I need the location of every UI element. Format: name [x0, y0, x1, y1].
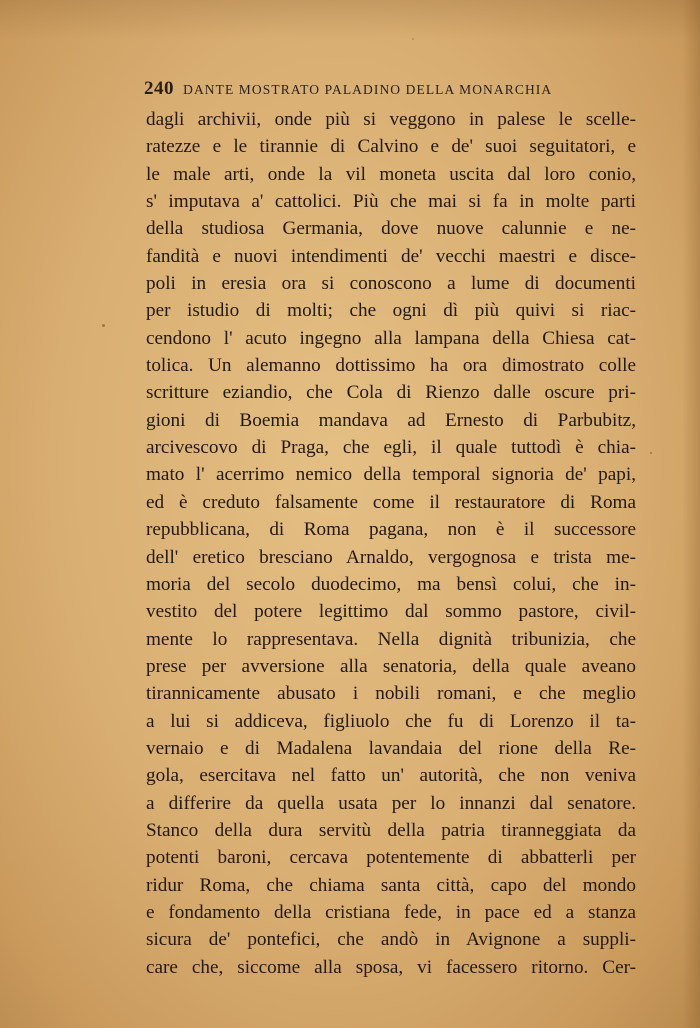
page-header — [144, 78, 644, 102]
text-line: mente lo rappresentava. Nella dignità tribunizia, che — [146, 628, 636, 650]
text-line: a differire da quella usata per lo innanzi dal senatore. — [146, 792, 636, 814]
paper-speck — [102, 324, 105, 327]
text-line: ed è creduto falsamente come il restauratore di Roma — [146, 491, 636, 513]
text-line: gioni di Boemia mandava ad Ernesto di Parbubitz, — [146, 409, 636, 431]
text-line: sicura de' pontefici, che andò in Avignone a suppli- — [146, 929, 636, 951]
text-line: arcivescovo di Praga, che egli, il quale tuttodì è chia- — [146, 437, 636, 459]
text-line: gola, esercitava nel fatto un' autorità, che non veniva — [146, 765, 636, 787]
text-line: della studiosa Germania, dove nuove calunnie e ne- — [146, 218, 636, 240]
text-line: mato l' acerrimo nemico della temporal signoria de' papi, — [146, 464, 636, 486]
text-line: tolica. Un alemanno dottissimo ha ora dimostrato colle — [146, 355, 636, 377]
text-line: moria del secolo duodecimo, ma bensì colui, che in- — [146, 573, 636, 595]
text-line: per istudio di molti; che ogni dì più quivi si riac- — [146, 300, 636, 322]
text-line: cendono l' acuto ingegno alla lampana della Chiesa cat- — [146, 327, 636, 349]
text-line: prese per avversione alla senatoria, della quale aveano — [146, 655, 636, 677]
page-top-shadow — [0, 0, 700, 40]
text-line: potenti baroni, cercava potentemente di abbatterli per — [146, 847, 636, 869]
text-line: vernaio e di Madalena lavandaia del rione della Re- — [146, 737, 636, 759]
text-line: e fondamento della cristiana fede, in pace ed a stanza — [146, 901, 636, 923]
text-line: ridur Roma, che chiama santa città, capo del mondo — [146, 874, 636, 896]
text-line: Stanco della dura servitù della patria tiranneggiata da — [146, 819, 636, 841]
body-text — [146, 106, 636, 981]
text-line: le male arti, onde la vil moneta uscita dal loro conio, — [146, 163, 636, 185]
page-right-shadow — [682, 0, 700, 1028]
paper-speck — [412, 38, 414, 40]
text-line: repubblicana, di Roma pagana, non è il successore — [146, 519, 636, 541]
text-line: tirannicamente abusato i nobili romani, e che meglio — [146, 683, 636, 705]
text-line: vestito del potere legittimo dal sommo pastore, civil- — [146, 601, 636, 623]
page-number: 240 — [144, 78, 174, 99]
text-line: dagli archivii, onde più si veggono in palese le scelle- — [146, 109, 636, 130]
text-line: scritture eziandio, che Cola di Rienzo dalle oscure pri- — [146, 382, 636, 404]
text-line: ratezze e le tirannie di Calvino e de' suoi seguitatori, e — [146, 136, 636, 158]
text-line: a lui si addiceva, figliuolo che fu di Lorenzo il ta- — [146, 710, 636, 732]
running-title: DANTE MOSTRATO PALADINO DELLA MONARCHIA — [183, 82, 553, 97]
text-line: s' imputava a' cattolici. Più che mai si fa in molte parti — [146, 191, 636, 213]
text-line: poli in eresia ora si conoscono a lume di documenti — [146, 273, 636, 295]
text-line: fandità e nuovi intendimenti de' vecchi maestri e disce- — [146, 245, 636, 267]
text-line: dell' eretico bresciano Arnaldo, vergognosa e trista me- — [146, 546, 636, 568]
paper-speck — [650, 452, 652, 454]
text-line: care che, siccome alla sposa, vi facessero ritorno. Cer- — [146, 956, 636, 978]
